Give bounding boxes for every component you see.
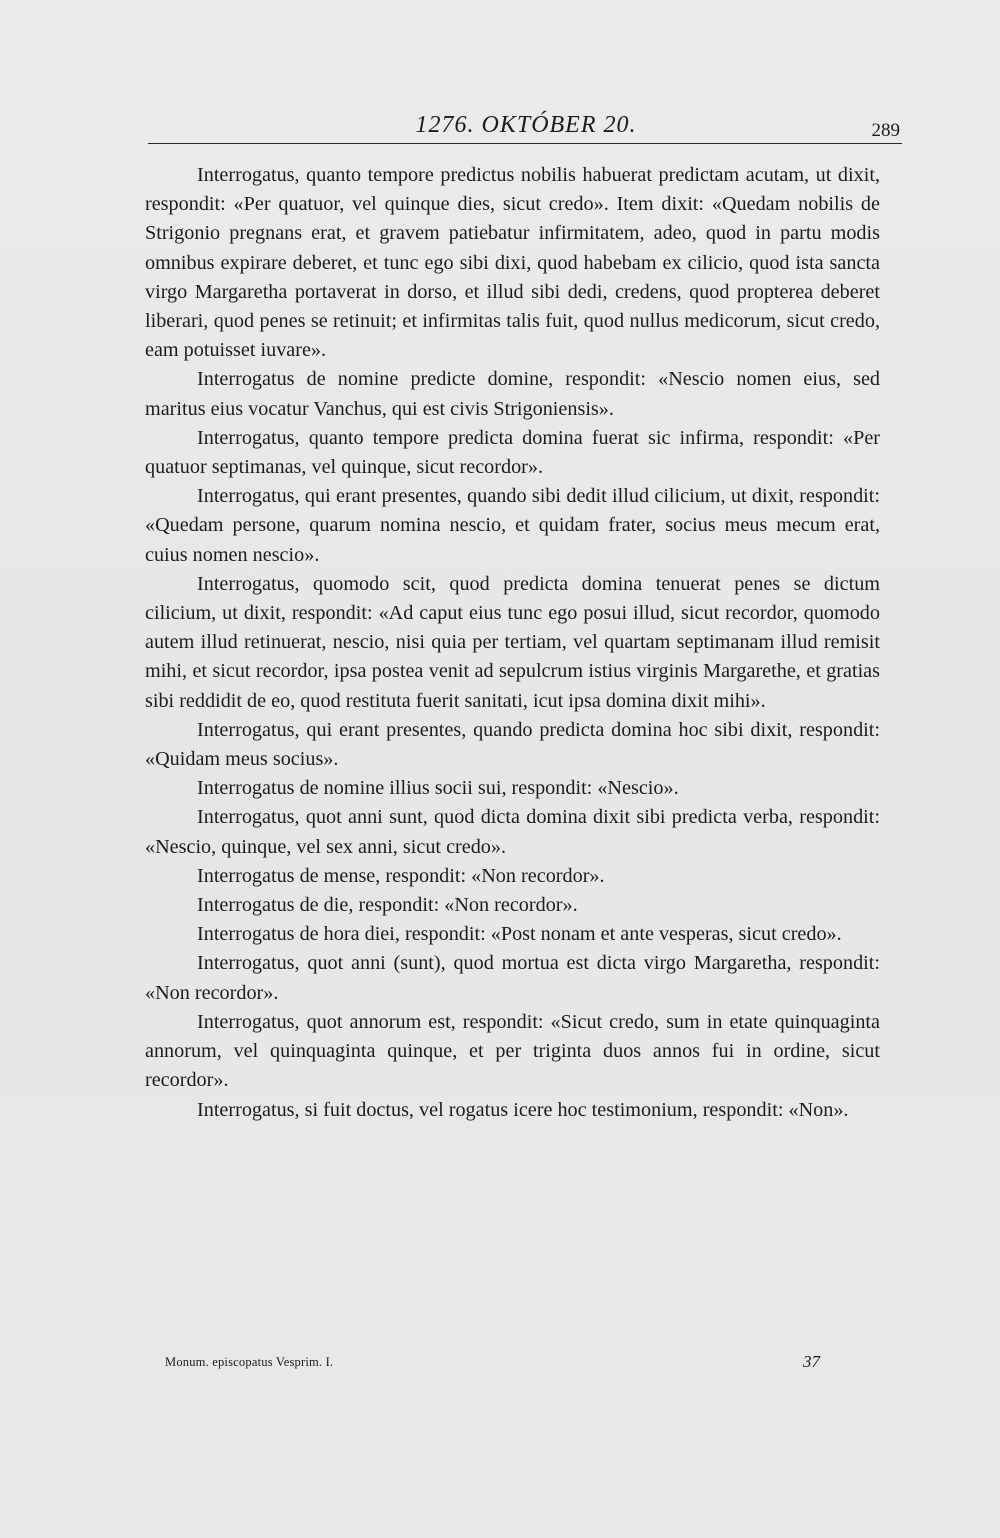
paragraph-7: Interrogatus de nomine illius socii sui, respondit: «Nescio». (197, 777, 679, 800)
paragraph-1: Interrogatus, quanto tempore predictus nobilis habuerat predictam acutam, ut dixit, respondit: «Per quatuor, vel quinque dies, sicut credo». Item dixit: «Quedam nobilis de Strigonio pregnans erat, et gravem patiebatur infirmitatem, adeo, quod in partu modis omnibus expirare deberet, et tunc ego sibi dixi, quod habebam ex cilicio, quod ista sancta virgo Margaretha portaverat in dorso, et illud sibi dedi, credens, quod propterea deberet liberari, quod penes se retinuit; et infirmitas talis fuit, quod nullus medicorum, sicut credo, eam potuisset iuvare». (145, 164, 880, 362)
paragraph-6: Interrogatus, qui erant presentes, quando predicta domina hoc sibi dixit, respondit: «Quidam meus socius». (145, 718, 880, 771)
paragraph-9: Interrogatus de mense, respondit: «Non recordor». (197, 864, 605, 887)
header-rule (148, 143, 902, 144)
paragraph-5: Interrogatus, quomodo scit, quod predicta domina tenuerat penes se dictum cilicium, ut dixit, respondit: «Ad caput eius tunc ego posui illud, sicut recordor, quomodo autem illud retinuerat, nescio, nisi quia per tertiam, vel quartam septimanam illud remisit mihi, et sicut recordor, ipsa postea venit ad sepulcrum istius virginis Margarethe, et gratias sibi reddidit de eo, quod restituta fuerit sanitati, icut ipsa domina dixit mihi». (145, 572, 880, 712)
paragraph-13: Interrogatus, quot annorum est, respondit: «Sicut credo, sum in etate quinquaginta annorum, vel quinquaginta quinque, et per triginta duos annos fui in ordine, sicut recordor». (145, 1010, 880, 1092)
paragraph-2: Interrogatus de nomine predicte domine, respondit: «Nescio nomen eius, sed maritus eius vocatur Vanchus, qui est civis Strigoniensis». (145, 368, 880, 420)
footer-signature: 37 (803, 1352, 820, 1371)
document-body (145, 161, 880, 1125)
header-date-title: 1276. OKTÓBER 20. (415, 112, 637, 138)
page-number: 289 (871, 120, 900, 141)
paragraph-10: Interrogatus de die, respondit: «Non recordor». (197, 894, 578, 917)
paragraph-11: Interrogatus de hora diei, respondit: «Post nonam et ante vesperas, sicut credo». (197, 923, 842, 946)
footer-source: Monum. episcopatus Vesprim. I. (165, 1355, 334, 1369)
running-header (148, 112, 904, 142)
paragraph-4: Interrogatus, qui erant presentes, quando sibi dedit illud cilicium, ut dixit, respondit: «Quedam persone, quarum nomina nescio, et quidam frater, socius meus mecum erat, cuius nomen nescio». (145, 485, 880, 566)
paragraph-8: Interrogatus, quot anni sunt, quod dicta domina dixit sibi predicta verba, respondit: «Nescio, quinque, vel sex anni, sicut credo». (145, 806, 880, 858)
paragraph-12: Interrogatus, quot anni (sunt), quod mortua est dicta virgo Margaretha, respondit: «Non recordor». (145, 952, 880, 1004)
paragraph-14: Interrogatus, si fuit doctus, vel rogatus icere hoc testimonium, respondit: «Non». (197, 1098, 849, 1121)
paragraph-3: Interrogatus, quanto tempore predicta domina fuerat sic infirma, respondit: «Per quatuor septimanas, vel quinque, sicut recordor». (145, 426, 880, 479)
